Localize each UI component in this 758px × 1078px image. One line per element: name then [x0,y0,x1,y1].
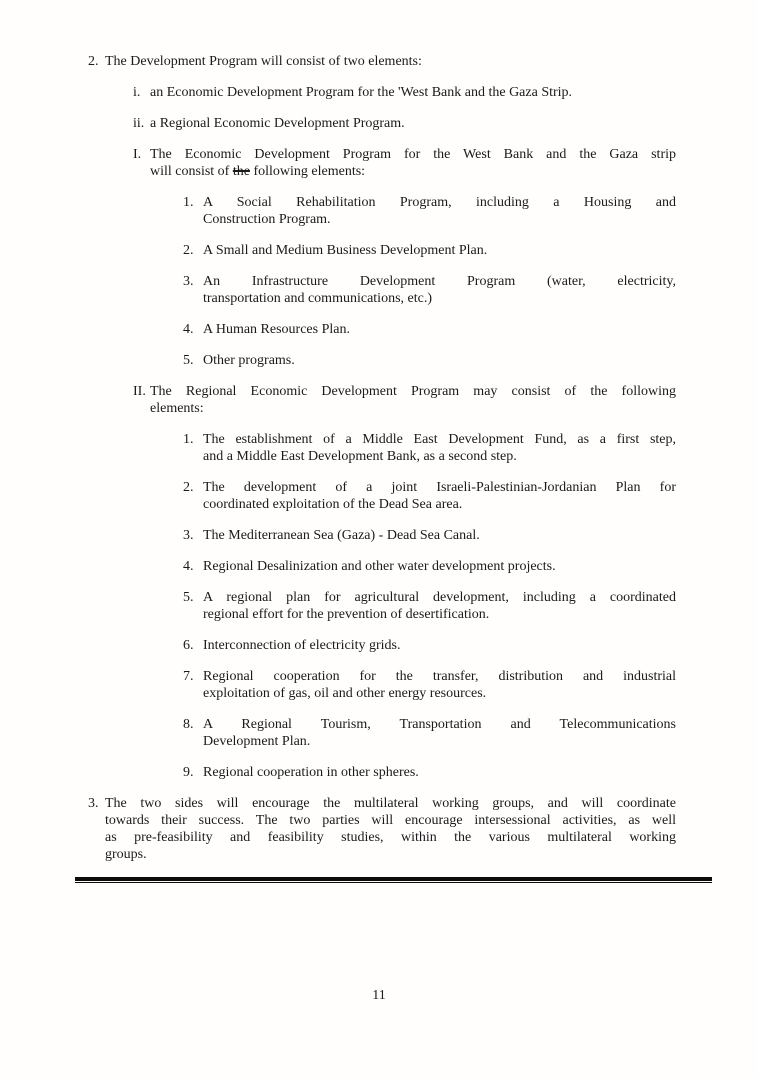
section-1-heading [133,146,676,180]
list-marker: 4. [183,322,194,337]
text-line: Other programs. [203,353,295,368]
text-line: Development Plan. [203,734,311,749]
list-item [183,479,676,513]
list-item [183,321,676,338]
list-item [183,431,676,465]
list-item-2 [88,53,676,70]
text-line: The establishment of a Middle East Development Fund, as a first step, [203,432,676,447]
text-line: The two sides will encourage the multilateral working groups, and will coordinate [105,796,676,811]
list-marker: i. [133,85,141,100]
text-line [150,163,676,180]
text-line: an Economic Development Program for the 'West Bank and the Gaza Strip. [150,85,573,100]
text-line: The Development Program will consist of two elements: [105,54,422,69]
text-line: coordinated exploitation of the Dead Sea area. [203,497,463,512]
list-item-text [203,668,676,702]
text-line: Construction Program. [203,212,331,227]
list-item-text [203,558,676,575]
heading-text-before: will consist of [150,164,233,179]
text-line: Regional Desalinization and other water development projects. [203,559,556,574]
heading-text-after: following elements: [249,164,366,179]
list-item-text [203,764,676,781]
text-line: elements: [150,401,204,416]
section-heading-text [150,146,676,180]
list-item-text [203,321,676,338]
list-item-text [203,716,676,750]
horizontal-rule [75,877,712,883]
page-number: 11 [372,988,386,1003]
list-item-text [203,637,676,654]
list-marker: 9. [183,765,194,780]
list-item-text [203,589,676,623]
text-line: and a Middle East Development Bank, as a second step. [203,449,517,464]
list-marker: 3. [88,796,99,811]
text-line: A Small and Medium Business Development Plan. [203,243,488,258]
list-marker: 1. [183,432,194,447]
list-marker: 2. [183,480,194,495]
text-line: A Social Rehabilitation Program, including a Housing and [203,195,676,210]
list-marker: 3. [183,528,194,543]
text-line: transportation and communications, etc.) [203,291,432,306]
list-item [183,352,676,369]
list-marker: 8. [183,717,194,732]
list-item [183,194,676,228]
list-item [183,716,676,750]
text-line: The development of a joint Israeli-Palestinian-Jordanian Plan for [203,480,676,495]
list-item-text [203,479,676,513]
list-item [183,589,676,623]
text-line: Interconnection of electricity grids. [203,638,401,653]
text-line: An Infrastructure Development Program (water, electricity, [203,274,676,289]
text-line: towards their success. The two parties will encourage intersessional activities, as well [105,813,676,828]
list-item-text [203,431,676,465]
text-line: A regional plan for agricultural development, including a coordinated [203,590,676,605]
list-item-text [203,242,676,259]
text-line: A Regional Tourism, Transportation and Telecommunications [203,717,676,732]
text-line: exploitation of gas, oil and other energy resources. [203,686,487,701]
list-item-text [203,527,676,544]
text-line: The Economic Development Program for the West Bank and the Gaza strip [150,147,676,162]
text-line: Regional cooperation in other spheres. [203,765,419,780]
section-marker: II. [133,384,146,399]
list-item [183,273,676,307]
list-marker: 3. [183,274,194,289]
text-line: Regional cooperation for the transfer, distribution and industrial [203,669,676,684]
list-marker: 4. [183,559,194,574]
text-line: regional effort for the prevention of desertification. [203,607,490,622]
list-marker: 1. [183,195,194,210]
list-item [183,668,676,702]
list-marker: 5. [183,353,194,368]
text-line: as pre-feasibility and feasibility studies, within the various multilateral working [105,830,676,845]
struck-word: the [232,164,250,179]
list-item [183,764,676,781]
text-line: The Mediterranean Sea (Gaza) - Dead Sea Canal. [203,528,480,543]
list-item-text [203,352,676,369]
list-marker: 2. [183,243,194,258]
list-marker: 7. [183,669,194,684]
list-item-3 [88,795,676,863]
list-marker: 6. [183,638,194,653]
list-item-text [203,194,676,228]
list-marker: ii. [133,116,145,131]
list-item-text [203,273,676,307]
text-line: a Regional Economic Development Program. [150,116,405,131]
section-marker: I. [133,147,142,162]
list-item [183,242,676,259]
list-item-text [150,115,676,132]
section-2-heading [133,383,676,417]
list-item-text [105,795,676,863]
text-line: groups. [105,847,147,862]
list-item-text [150,84,676,101]
list-item [183,527,676,544]
section-heading-text [150,383,676,417]
list-item-ii [133,115,676,132]
list-item-text [105,53,676,70]
list-marker: 2. [88,54,99,69]
list-item [183,637,676,654]
list-item [183,558,676,575]
text-line: A Human Resources Plan. [203,322,350,337]
text-line: The Regional Economic Development Program may consist of the following [150,384,676,399]
list-item-i [133,84,676,101]
list-marker: 5. [183,590,194,605]
